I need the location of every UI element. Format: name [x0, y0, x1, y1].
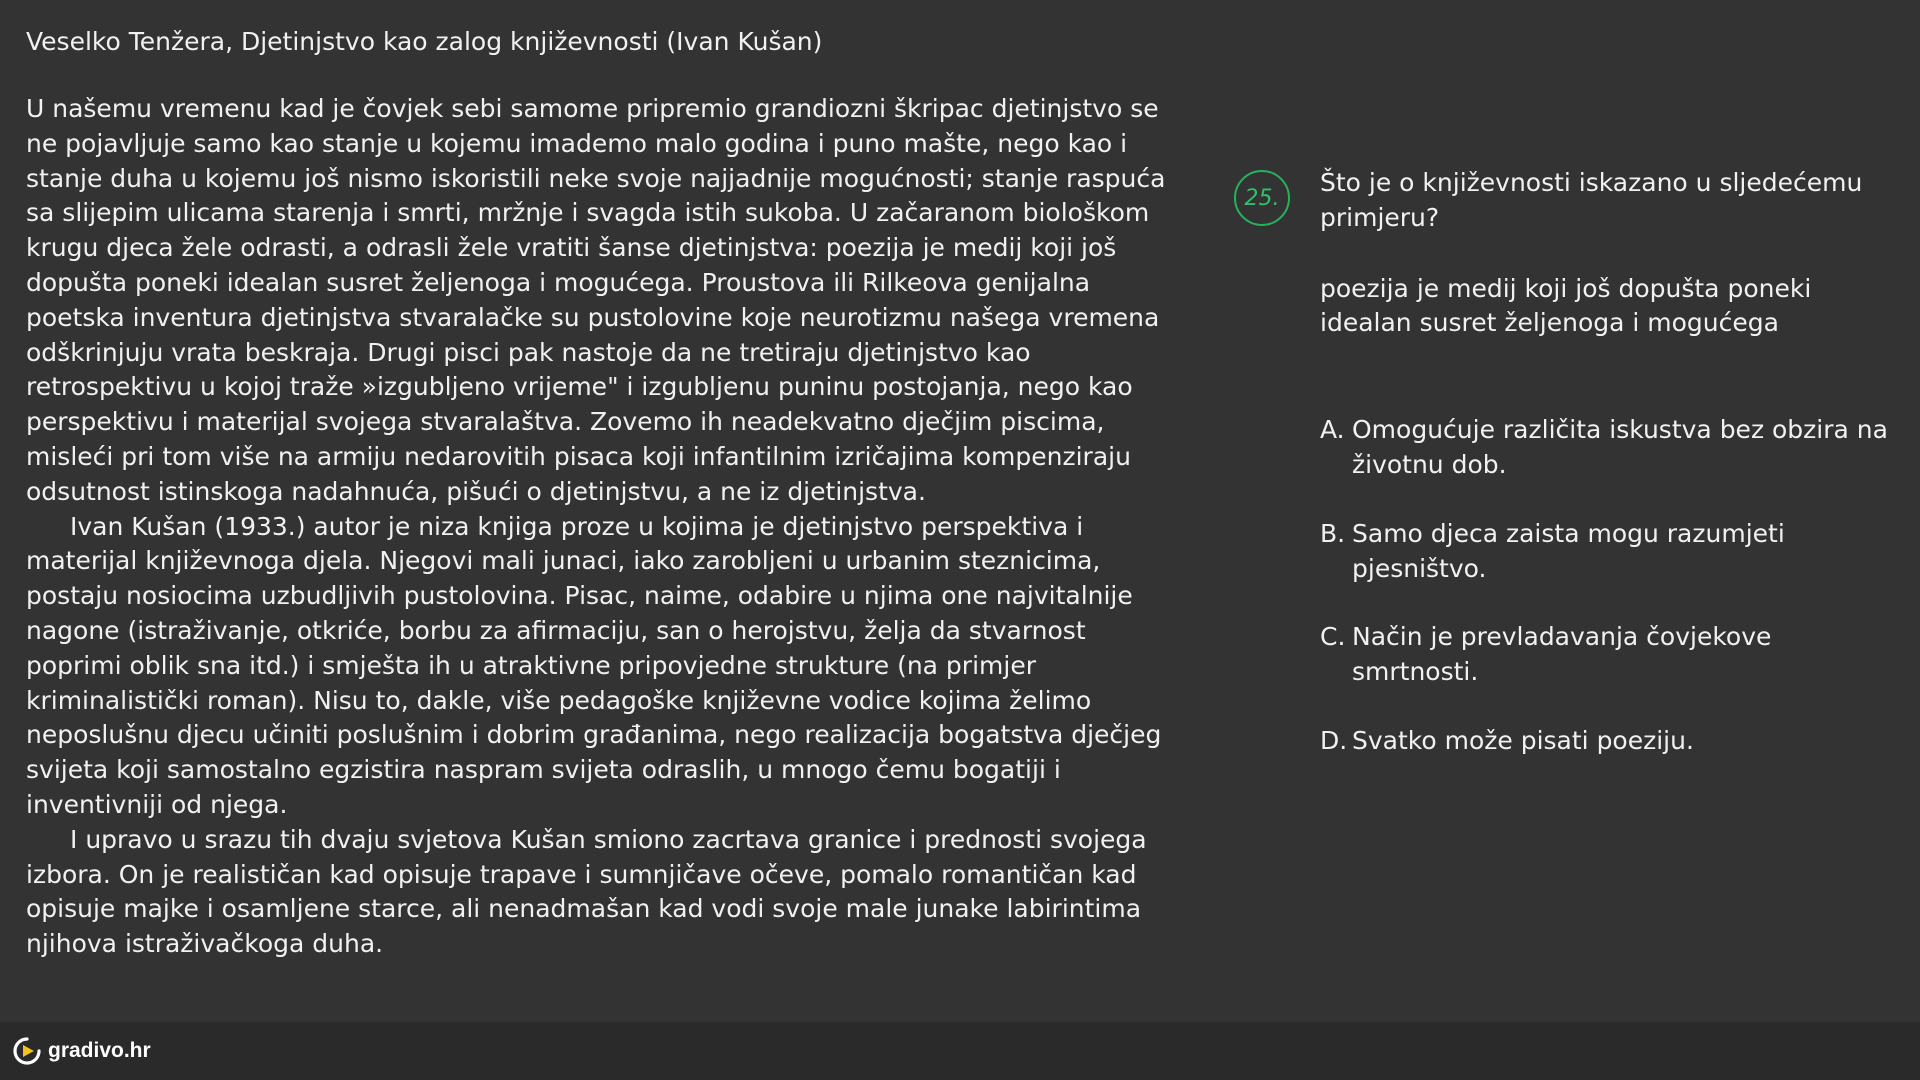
- question-body: [1320, 166, 1894, 759]
- question-text: Što je o književnosti iskazano u sljedećemu primjeru?: [1320, 168, 1863, 232]
- passage-text: [26, 92, 1186, 962]
- question-panel: [1234, 166, 1894, 793]
- question-quote: poezija je medij koji još dopušta poneki idealan susret željenoga i mogućega: [1320, 273, 1812, 338]
- answer-text: Način je prevladavanja čovjekove smrtnosti.: [1352, 622, 1772, 687]
- answer-option-c[interactable]: [1320, 620, 1894, 690]
- gradivo-logo-icon: [12, 1036, 42, 1066]
- answer-letter: A.: [1320, 415, 1345, 445]
- answer-list: [1320, 413, 1894, 759]
- gradivo-logo[interactable]: [12, 1036, 151, 1066]
- passage-paragraph: U našemu vremenu kad je čovjek sebi samome pripremio grandiozni škripac djetinjstvo se ne pojavljuje samo kao stanje u kojemu imademo malo godina i puno mašte, nego kao i stanje duha u kojemu još nismo iskoristili neke svoje najjadnije mogućnosti; stanje raspuća sa slijepim ulicama starenja i smrti, mržnje i svagda istih sukoba. U začaranom biološkom krugu djeca žele odrasti, a odrasli žele vratiti šanse djetinjstva: poezija je medij koji još dopušta poneki idealan susret željenoga i mogućega. Proustova ili Rilkeova genijalna poetska inventura djetinjstva stvaralačke su pustolovine koje neurotizmu našega vremena odškrinjuju vrata beskraja. Drugi pisci pak nastoje da ne tretiraju djetinjstvo kao retrospektivu u kojoj traže »izgubljeno vrijeme" i izgubljenu puninu postojanja, nego kao perspektivu i materijal svojega stvaralaštva. Zovemo ih neadekvatno dječjim piscima, misleći pri tom više na armiju nedarovitih pisaca koji infantilnim izričajima kompenziraju odsutnost istinskoga nadahnuća, pišući o djetinjstvu, a ne iz djetinjstva.: [26, 94, 1166, 506]
- answer-letter: C.: [1320, 622, 1346, 652]
- answer-option-d[interactable]: [1320, 724, 1894, 759]
- answer-text: Omogućuje različita iskustva bez obzira na životnu dob.: [1352, 415, 1888, 479]
- answer-text: Samo djeca zaista mogu razumjeti pjesništvo.: [1352, 518, 1785, 583]
- bottom-bar: [0, 1022, 1920, 1080]
- answer-option-b[interactable]: [1320, 517, 1894, 587]
- logo-text: gradivo.hr: [48, 1039, 151, 1062]
- answer-letter: B.: [1320, 518, 1346, 548]
- answer-letter: D.: [1320, 725, 1348, 755]
- passage-title: Veselko Tenžera, Djetinjstvo kao zalog književnosti (Ivan Kušan): [26, 27, 823, 56]
- passage-paragraph: I upravo u srazu tih dvaju svjetova Kušan smiono zacrtava granice i prednosti svojega izbora. On je realističan kad opisuje trapave i sumnjičave očeve, pomalo romantičan kad opisuje majke i osamljene starce, ali nenadmašan kad vodi svoje male junake labirintima njihova istraživačkoga duha.: [26, 824, 1147, 959]
- question-number-badge: 25.: [1234, 170, 1290, 226]
- answer-option-a[interactable]: [1320, 413, 1894, 483]
- passage-panel: [26, 24, 1186, 962]
- passage-paragraph: Ivan Kušan (1933.) autor je niza knjiga proze u kojima je djetinjstvo perspektiva i materijal književnoga djela. Njegovi mali junaci, iako zarobljeni u urbanim steznicima, postaju nosiocima uzbudljivih pustolovina. Pisac, naime, odabire u njima one najvitalnije nagone (istraživanje, otkriće, borbu za afirmaciju, san o herojstvu, želja da stvarnost poprimi oblik sna itd.) i smješta ih u atraktivne pripovjedne strukture (na primjer kriminalistički roman). Nisu to, dakle, više pedagoške književne vodice kojima želimo neposlušnu djecu učiniti poslušnim i dobrim građanima, nego realizacija bogatstva dječjeg svijeta koji samostalno egzistira naspram svijeta odraslih, u mnogo čemu bogatiji i inventivniji od njega.: [26, 511, 1162, 819]
- answer-text: Svatko može pisati poeziju.: [1352, 725, 1694, 755]
